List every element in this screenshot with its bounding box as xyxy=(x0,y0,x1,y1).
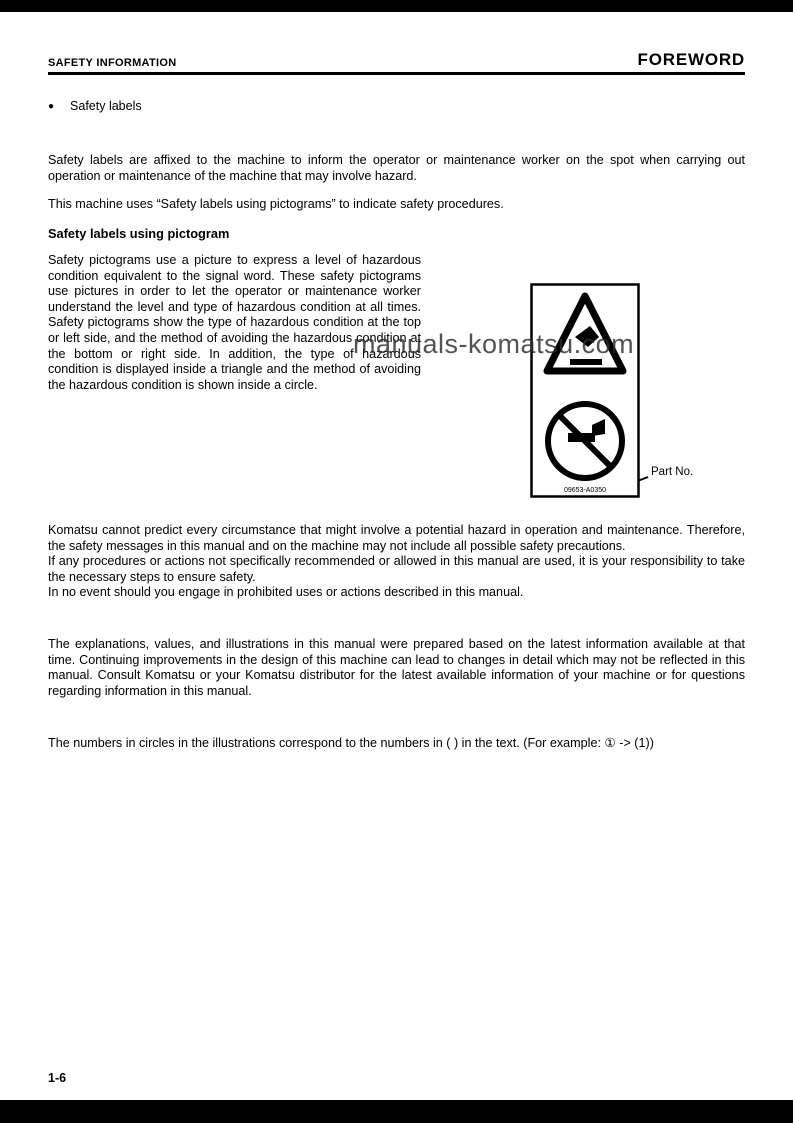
header-section-title: SAFETY INFORMATION xyxy=(48,57,177,69)
page-number: 1-6 xyxy=(48,1071,67,1085)
disclaimer-line: In no event should you engage in prohibited uses or actions described in this manual. xyxy=(48,585,524,600)
paragraph-safety-labels-intro: Safety labels are affixed to the machine to inform the operator or maintenance worker on the spot when carrying out operation or maintenance of the machine that may involve hazard. xyxy=(48,153,745,183)
disclaimer-line: Komatsu cannot predict every circumstance that might involve a potential hazard in operation and maintenance. Therefore, the safety messages in this manual and on the machine may not include all possible safety precautions. xyxy=(48,523,745,553)
page-bottom-border xyxy=(0,1100,793,1123)
safety-label-figure xyxy=(530,283,640,498)
paragraph-numbers-in-circles: The numbers in circles in the illustrations correspond to the numbers in ( ) in the text. (For example: ① -> (1)) xyxy=(48,736,654,750)
page-top-border xyxy=(0,0,793,12)
bullet-item-safety-labels xyxy=(48,99,142,113)
watermark-text: manuals-komatsu.com xyxy=(353,329,635,359)
part-no-callout-label: Part No. xyxy=(651,466,694,478)
header-chapter-title: FOREWORD xyxy=(637,50,745,69)
paragraph-komatsu-disclaimer xyxy=(48,523,745,601)
figure-part-number: 09653-A0350 xyxy=(563,487,607,494)
disclaimer-line: If any procedures or actions not specifically recommended or allowed in this manual are used, it is your responsibility to take the necessary steps to ensure safety. xyxy=(48,554,745,584)
header-rule xyxy=(48,72,745,75)
paragraph-machine-uses-pictograms: This machine uses “Safety labels using pictograms” to indicate safety procedures. xyxy=(48,197,504,211)
safety-label-illustration xyxy=(530,283,640,498)
paragraph-explanations-values: The explanations, values, and illustrations in this manual were prepared based on the latest information available at that time. Continuing improvements in the design of this machine can lead to changes in detail which may not be reflected in this manual. Consult Komatsu or your Komatsu distributor for the latest available information of your machine or for questions regarding information in this manual. xyxy=(48,637,745,698)
bullet-item-label: Safety labels xyxy=(70,99,142,113)
bullet-icon: ● xyxy=(48,101,55,112)
paragraph-pictogram-description: Safety pictograms use a picture to express a level of hazardous condition equivalent to the signal word. These safety pictograms use pictures in order to let the operator or maintenance worker understand the level and type of hazardous condition at all times. Safety pictograms show the type of hazardous condition at the top or left side, and the method of avoiding the hazardous condition at the bottom or right side. In addition, the type of hazardous condition is displayed inside a triangle and the method of avoiding the hazardous condition is shown inside a circle. xyxy=(48,253,421,392)
section-heading-pictogram: Safety labels using pictogram xyxy=(48,226,230,241)
